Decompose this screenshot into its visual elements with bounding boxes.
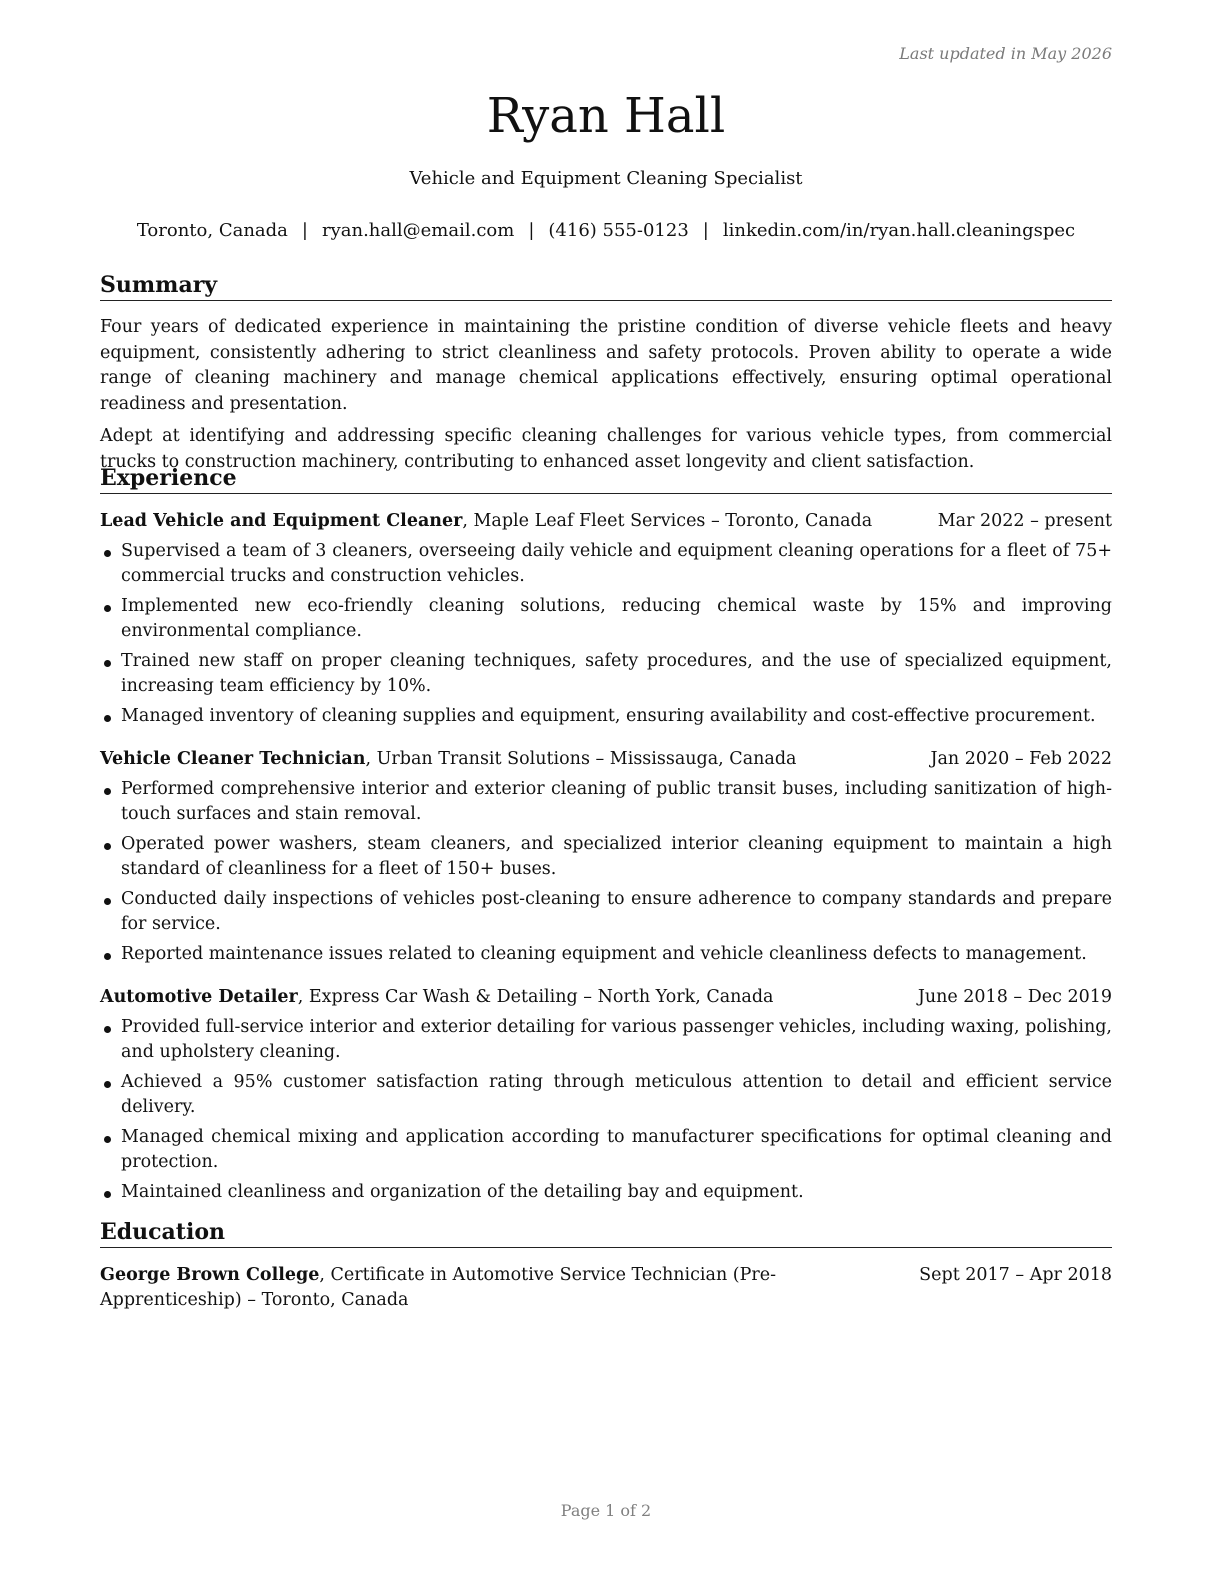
job-title-line	[100, 747, 796, 772]
job-bullet-text: Trained new staff on proper cleaning techniques, safety procedures, and the use of specialized equipment, increasing team efficiency by 10%.	[121, 651, 1112, 696]
summary-paragraph: Four years of dedicated experience in maintaining the pristine condition of diverse vehicle fleets and heavy equipment, consistently adhering to strict cleanliness and safety protocols. Proven ability to operate a wide range of cleaning machinery and manage chemical applications effectively, ensuring optimal operational readiness and presentation.	[100, 317, 1112, 414]
education-dates: Sept 2017 – Apr 2018	[919, 1265, 1112, 1285]
bullet-icon	[104, 660, 111, 667]
job-bullet-text: Maintained cleanliness and organization of the detailing bay and equipment.	[121, 1182, 804, 1202]
job-title-line	[100, 509, 872, 534]
job-bullet-text: Achieved a 95% customer satisfaction rating through meticulous attention to detail and efficient service delivery.	[121, 1072, 1112, 1117]
job-header	[100, 747, 1112, 772]
bullet-icon	[104, 1081, 111, 1088]
experience-section	[100, 464, 1112, 1210]
job-bullet	[100, 539, 1112, 589]
job-bullet-text: Conducted daily inspections of vehicles post-cleaning to ensure adherence to company standards and prepare for service.	[121, 889, 1112, 934]
bullet-icon	[104, 843, 111, 850]
job-bullet	[100, 887, 1112, 937]
bullet-icon	[104, 1026, 111, 1033]
job-title-line	[100, 985, 774, 1010]
contact-email[interactable]: ryan.hall@email.com	[321, 220, 515, 241]
job-entry	[100, 747, 1112, 967]
job-bullet-text: Reported maintenance issues related to cleaning equipment and vehicle cleanliness defects to management.	[121, 944, 1087, 964]
job-bullet-text: Performed comprehensive interior and exterior cleaning of public transit buses, including sanitization of high-touch surfaces and stain removal.	[121, 779, 1112, 824]
job-bullet-text: Managed chemical mixing and application according to manufacturer specifications for optimal cleaning and protection.	[121, 1127, 1112, 1172]
resume-page	[100, 0, 1112, 1584]
bullet-icon	[104, 898, 111, 905]
contact-phone[interactable]: (416) 555-0123	[548, 220, 689, 241]
job-role: Automotive Detailer	[100, 987, 298, 1007]
contact-separator: |	[702, 220, 709, 241]
candidate-name: Ryan Hall	[486, 88, 726, 144]
job-bullet	[100, 942, 1112, 967]
job-bullet-text: Supervised a team of 3 cleaners, overseeing daily vehicle and equipment cleaning operations for a fleet of 75+ commercial trucks and construction vehicles.	[121, 541, 1112, 586]
job-dates: June 2018 – Dec 2019	[917, 987, 1112, 1007]
job-company: , Urban Transit Solutions – Mississauga, Canada	[365, 749, 797, 769]
job-dates: Mar 2022 – present	[937, 511, 1112, 531]
bullet-icon	[104, 715, 111, 722]
contact-separator: |	[528, 220, 535, 241]
page-number: Page 1 of 2	[560, 1501, 652, 1520]
education-heading: Education	[100, 1218, 1112, 1248]
job-bullets	[100, 777, 1112, 967]
experience-heading: Experience	[100, 464, 1112, 494]
bullet-icon	[104, 605, 111, 612]
contact-line	[100, 219, 1112, 243]
job-bullets	[100, 539, 1112, 729]
job-bullet	[100, 777, 1112, 827]
education-school: George Brown College	[100, 1265, 320, 1285]
job-header	[100, 985, 1112, 1010]
job-header	[100, 509, 1112, 534]
job-entry	[100, 509, 1112, 729]
contact-separator: |	[301, 220, 308, 241]
education-details: , Certificate in Automotive Service Technician (Pre-Apprenticeship) – Toronto, Canada	[100, 1265, 777, 1310]
bullet-icon	[104, 1191, 111, 1198]
job-bullet	[100, 594, 1112, 644]
job-bullet	[100, 1125, 1112, 1175]
contact-location: Toronto, Canada	[136, 220, 288, 241]
job-company: , Maple Leaf Fleet Services – Toronto, Canada	[462, 511, 873, 531]
job-bullet-text: Implemented new eco-friendly cleaning solutions, reducing chemical waste by 15% and improving environmental compliance.	[121, 596, 1112, 641]
bullet-icon	[104, 788, 111, 795]
summary-heading: Summary	[100, 271, 1112, 301]
education-section	[100, 1218, 1112, 1313]
last-updated-note: Last updated in May 2026	[899, 44, 1112, 63]
bullet-icon	[104, 953, 111, 960]
candidate-title: Vehicle and Equipment Cleaning Specialist	[409, 168, 803, 189]
job-bullet	[100, 704, 1112, 729]
job-bullet	[100, 832, 1112, 882]
job-bullet	[100, 1015, 1112, 1065]
job-company: , Express Car Wash & Detailing – North York, Canada	[297, 987, 774, 1007]
summary-paragraph: Adept at identifying and addressing specific cleaning challenges for various vehicle types, from commercial trucks to construction machinery, contributing to enhanced asset longevity and client satisfaction.	[100, 426, 1112, 472]
job-bullet	[100, 1070, 1112, 1120]
education-title-line	[100, 1263, 890, 1313]
job-dates: Jan 2020 – Feb 2022	[930, 749, 1112, 769]
contact-linkedin[interactable]: linkedin.com/in/ryan.hall.cleaningspec	[722, 220, 1076, 241]
job-entry	[100, 985, 1112, 1205]
summary-section	[100, 271, 1112, 475]
bullet-icon	[104, 1136, 111, 1143]
job-bullet-text: Operated power washers, steam cleaners, and specialized interior cleaning equipment to maintain a high standard of cleanliness for a fleet of 150+ buses.	[121, 834, 1112, 879]
education-entry	[100, 1263, 1112, 1313]
job-bullet-text: Managed inventory of cleaning supplies and equipment, ensuring availability and cost-effective procurement.	[121, 706, 1096, 726]
job-role: Lead Vehicle and Equipment Cleaner	[100, 511, 463, 531]
job-bullet	[100, 649, 1112, 699]
job-bullets	[100, 1015, 1112, 1205]
job-role: Vehicle Cleaner Technician	[100, 749, 366, 769]
job-bullet-text: Provided full-service interior and exterior detailing for various passenger vehicles, including waxing, polishing, and upholstery cleaning.	[121, 1017, 1112, 1062]
job-bullet	[100, 1180, 1112, 1205]
bullet-icon	[104, 550, 111, 557]
